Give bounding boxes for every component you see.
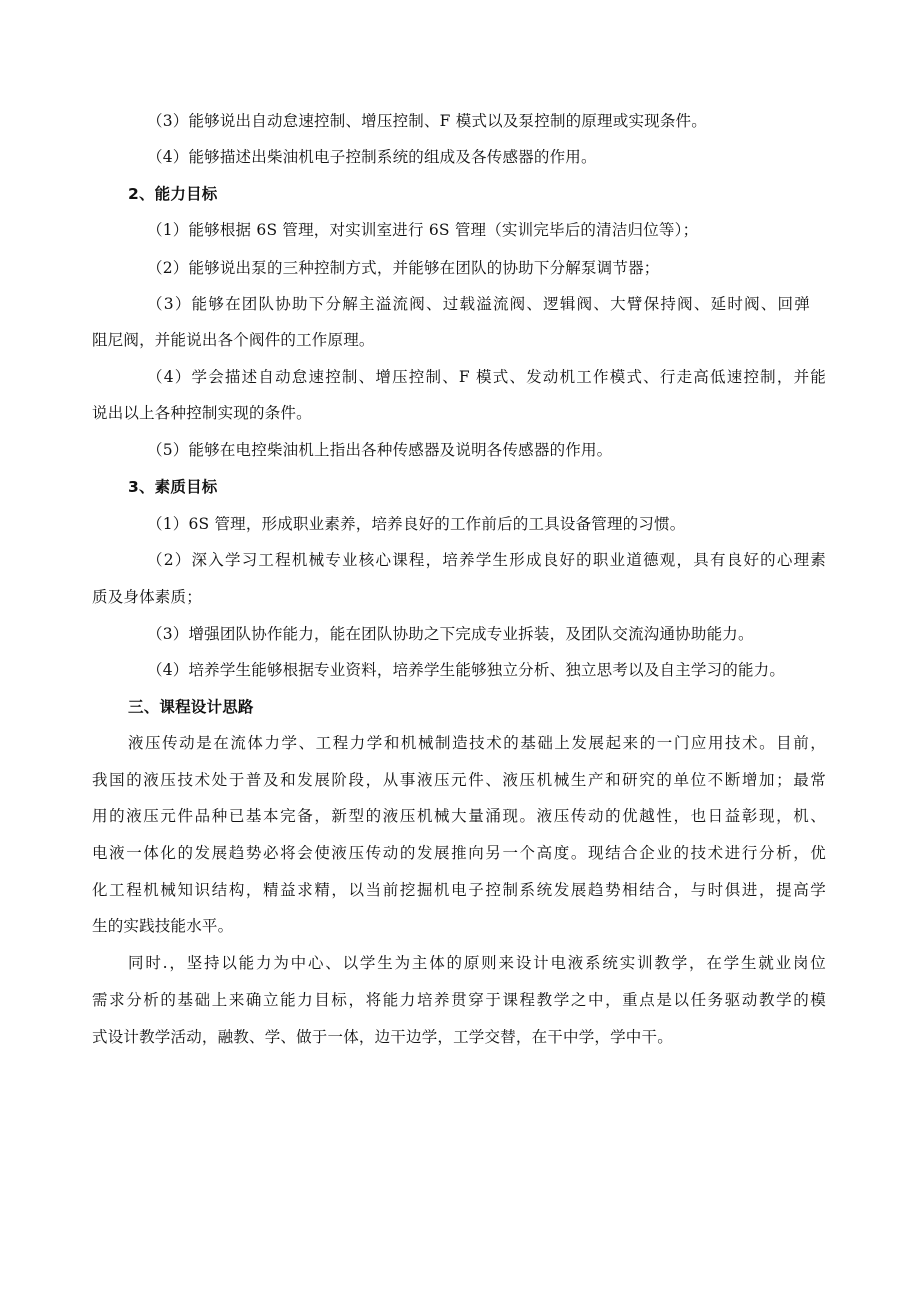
knowledge-goal-item-3: （3）能够说出自动怠速控制、增压控制、F 模式以及泵控制的原理或实现条件。 [147,112,707,130]
ability-goal-item-5: （5）能够在电控柴油机上指出各种传感器及说明各传感器的作用。 [147,441,613,459]
course-design-para-2-line-3: 式设计教学活动，融教、学、做于一体，边干边学，工学交替，在干中学，学中干。 [92,1028,673,1046]
quality-goal-item-4: （4）培养学生能够根据专业资料，培养学生能够独立分析、独立思考以及自主学习的能力。 [147,661,786,679]
course-design-para-1-line-4: 电液一体化的发展趋势必将会使液压传动的发展推向另一个高度。现结合企业的技术进行分析，优 [92,844,826,862]
ability-goal-item-1: （1）能够根据 6S 管理，对实训室进行 6S 管理（实训完毕后的清洁归位等）； [147,221,699,239]
course-design-heading: 三、课程设计思路 [128,698,254,716]
course-design-para-2-line-2: 需求分析的基础上来确立能力目标，将能力培养贯穿于课程教学之中，重点是以任务驱动教学的模 [92,991,826,1009]
course-design-para-1-line-1: 液压传动是在流体力学、工程力学和机械制造技术的基础上发展起来的一门应用技术。目前， [128,734,826,752]
course-design-para-1-line-5: 化工程机械知识结构，精益求精，以当前挖掘机电子控制系统发展趋势相结合，与时俱进，提高学 [92,881,826,899]
ability-goal-item-3-line-2: 阻尼阀，并能说出各个阀件的工作原理。 [92,331,375,349]
course-design-para-1-line-3: 用的液压元件品种已基本完备，新型的液压机械大量涌现。液压传动的优越性，也日益彰现，机、 [92,807,826,825]
quality-goal-item-2-line-1: （2）深入学习工程机械专业核心课程，培养学生形成良好的职业道德观，具有良好的心理素 [147,551,826,569]
ability-goals-heading: 2、能力目标 [128,185,218,203]
quality-goals-heading: 3、素质目标 [128,478,218,496]
ability-goal-item-4-line-1: （4）学会描述自动怠速控制、增压控制、F 模式、发动机工作模式、行走高低速控制，并能 [147,368,826,386]
course-design-para-1-line-2: 我国的液压技术处于普及和发展阶段，从事液压元件、液压机械生产和研究的单位不断增加；最常 [92,771,826,789]
course-design-para-2-line-1: 同时.，坚持以能力为中心、以学生为主体的原则来设计电液系统实训教学，在学生就业岗位 [128,954,826,972]
ability-goal-item-3-line-1: （3）能够在团队协助下分解主溢流阀、过载溢流阀、逻辑阀、大臂保持阀、延时阀、回弹 [147,295,810,313]
quality-goal-item-2-line-2: 质及身体素质； [92,588,202,606]
ability-goal-item-4-line-2: 说出以上各种控制实现的条件。 [92,404,312,422]
course-design-para-1-line-6: 生的实践技能水平。 [92,917,234,935]
knowledge-goal-item-4: （4）能够描述出柴油机电子控制系统的组成及各传感器的作用。 [147,148,597,166]
quality-goal-item-3: （3）增强团队协作能力，能在团队协助之下完成专业拆装，及团队交流沟通协助能力。 [147,625,754,643]
ability-goal-item-2: （2）能够说出泵的三种控制方式，并能够在团队的协助下分解泵调节器； [147,259,660,277]
quality-goal-item-1: （1）6S 管理，形成职业素养，培养良好的工作前后的工具设备管理的习惯。 [147,515,686,533]
